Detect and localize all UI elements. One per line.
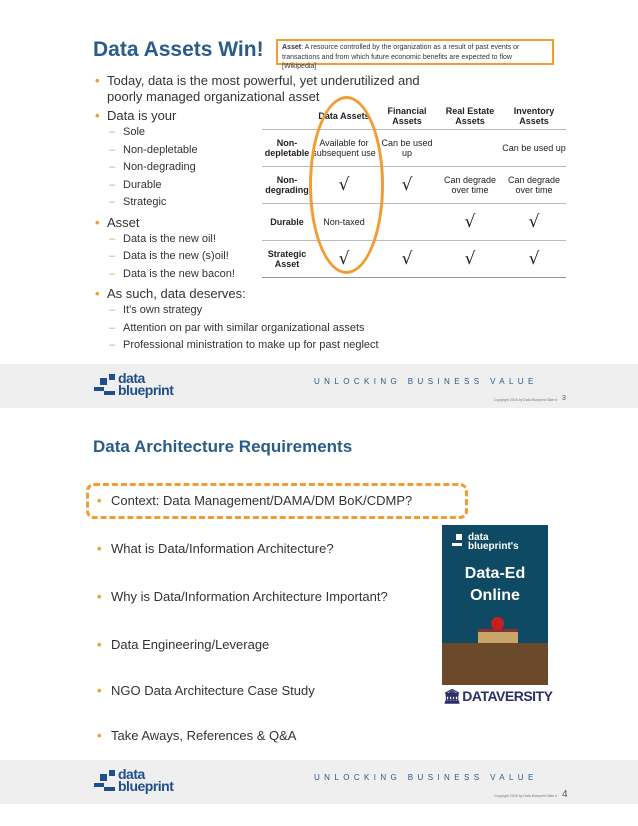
table-row xyxy=(262,166,566,203)
table-cell: √ xyxy=(312,166,376,203)
page-number: 3 xyxy=(562,395,566,402)
table-cell: √ xyxy=(502,203,566,240)
sub-bullet: – Non-depletable xyxy=(95,142,425,160)
table-cell xyxy=(376,203,438,240)
row-header: Durable xyxy=(262,203,312,240)
logo-text-blueprint: blueprint xyxy=(118,778,174,794)
bullet: • As such, data deserves: xyxy=(95,286,425,302)
table-header-row xyxy=(262,103,566,129)
bullet: • Context: Data Management/DAMA/DM BoK/CDMP? xyxy=(97,493,412,509)
table-cell: √ xyxy=(438,240,502,277)
bullet: • Asset xyxy=(95,215,425,231)
dataversity-logo xyxy=(443,688,552,705)
copyright: Copyright 2016 by Data Blueprint Slide # xyxy=(494,398,558,402)
promo-logo-line2: blueprint's xyxy=(468,541,519,552)
data-blueprint-logo xyxy=(92,768,187,796)
sub-bullet: – It's own strategy xyxy=(95,302,425,320)
slide-title: Data Architecture Requirements xyxy=(93,437,353,456)
header-cell: Inventory Assets xyxy=(502,103,566,129)
table-cell: √ xyxy=(376,240,438,277)
table-cell: Can degrade over time xyxy=(502,166,566,203)
data-ed-online-promo xyxy=(442,525,548,685)
table-cell: √ xyxy=(312,240,376,277)
sub-bullet: – Strategic xyxy=(95,194,425,212)
sub-bullet: – Data is the new (s)oil! xyxy=(95,248,425,266)
header-cell: Real Estate Assets xyxy=(438,103,502,129)
sub-bullet: – Data is the new bacon! xyxy=(95,266,425,284)
building-icon: 🏛 xyxy=(443,689,461,705)
logo-text-data: data xyxy=(118,766,145,782)
bullet: • Why is Data/Information Architecture Important? xyxy=(97,589,388,605)
sub-bullet: – Attention on par with similar organizational assets xyxy=(95,320,425,338)
asset-comparison-table xyxy=(262,103,566,278)
bullet: • What is Data/Information Architecture? xyxy=(97,541,334,557)
sub-bullet: – Sole xyxy=(95,124,425,142)
bullet: • Data Engineering/Leverage xyxy=(97,637,269,653)
definition-text: : A resource controlled by the organization as a result of past events or transactions and from which future economic benefits are expected to flow [Wikipedia] xyxy=(282,44,520,70)
table-row xyxy=(262,203,566,240)
bullet: • Data is your xyxy=(95,108,425,124)
desk-illustration xyxy=(442,643,548,685)
bullet: • Take Aways, References & Q&A xyxy=(97,728,296,744)
row-header: Non-degrading xyxy=(262,166,312,203)
table-cell: Available for subsequent use xyxy=(312,129,376,166)
tagline: UNLOCKING BUSINESS VALUE xyxy=(314,377,538,386)
table-cell: Can be used up xyxy=(376,129,438,166)
sub-bullet: – Durable xyxy=(95,177,425,195)
sub-bullet: – Non-degrading xyxy=(95,159,425,177)
logo-text-blueprint: blueprint xyxy=(118,382,174,398)
promo-logo-line1: data xyxy=(468,532,489,543)
dataversity-text: DATAVERSITY xyxy=(462,688,553,704)
asset-definition-box xyxy=(276,39,554,70)
table-row xyxy=(262,129,566,166)
apple-icon xyxy=(491,617,504,630)
slide-footer xyxy=(0,364,638,408)
bullet: • NGO Data Architecture Case Study xyxy=(97,683,315,699)
row-header: Strategic Asset xyxy=(262,240,312,277)
promo-title-line2: Online xyxy=(470,587,520,604)
table-cell: Can be used up xyxy=(502,129,566,166)
highlight-oval xyxy=(309,96,384,274)
copyright: Copyright 2016 by Data Blueprint Slide # xyxy=(494,794,558,798)
slide-data-architecture-requirements xyxy=(0,413,638,826)
bullet: • Today, data is the most powerful, yet underutilized and poorly managed organizational asset xyxy=(95,73,425,105)
definition-term: Asset xyxy=(282,44,302,51)
sub-bullet: – Professional ministration to make up for past neglect xyxy=(95,337,425,355)
header-cell xyxy=(262,103,312,129)
page-number: 4 xyxy=(562,789,568,800)
header-cell: Data Assets xyxy=(312,103,376,129)
table-cell: Can degrade over time xyxy=(438,166,502,203)
table-row xyxy=(262,240,566,277)
table-cell: √ xyxy=(438,203,502,240)
table-cell: √ xyxy=(376,166,438,203)
logo-text-data: data xyxy=(118,370,145,386)
table-cell: √ xyxy=(502,240,566,277)
slide-title: Data Assets Win! xyxy=(93,38,264,61)
promo-title-line1: Data-Ed xyxy=(464,565,526,582)
row-header: Non-depletable xyxy=(262,129,312,166)
sub-bullet: – Data is the new oil! xyxy=(95,231,425,249)
table-cell: Non-taxed xyxy=(312,203,376,240)
tagline: UNLOCKING BUSINESS VALUE xyxy=(314,773,538,782)
data-blueprint-logo xyxy=(92,372,187,400)
slide-footer xyxy=(0,760,638,804)
header-cell: Financial Assets xyxy=(376,103,438,129)
table-cell xyxy=(438,129,502,166)
